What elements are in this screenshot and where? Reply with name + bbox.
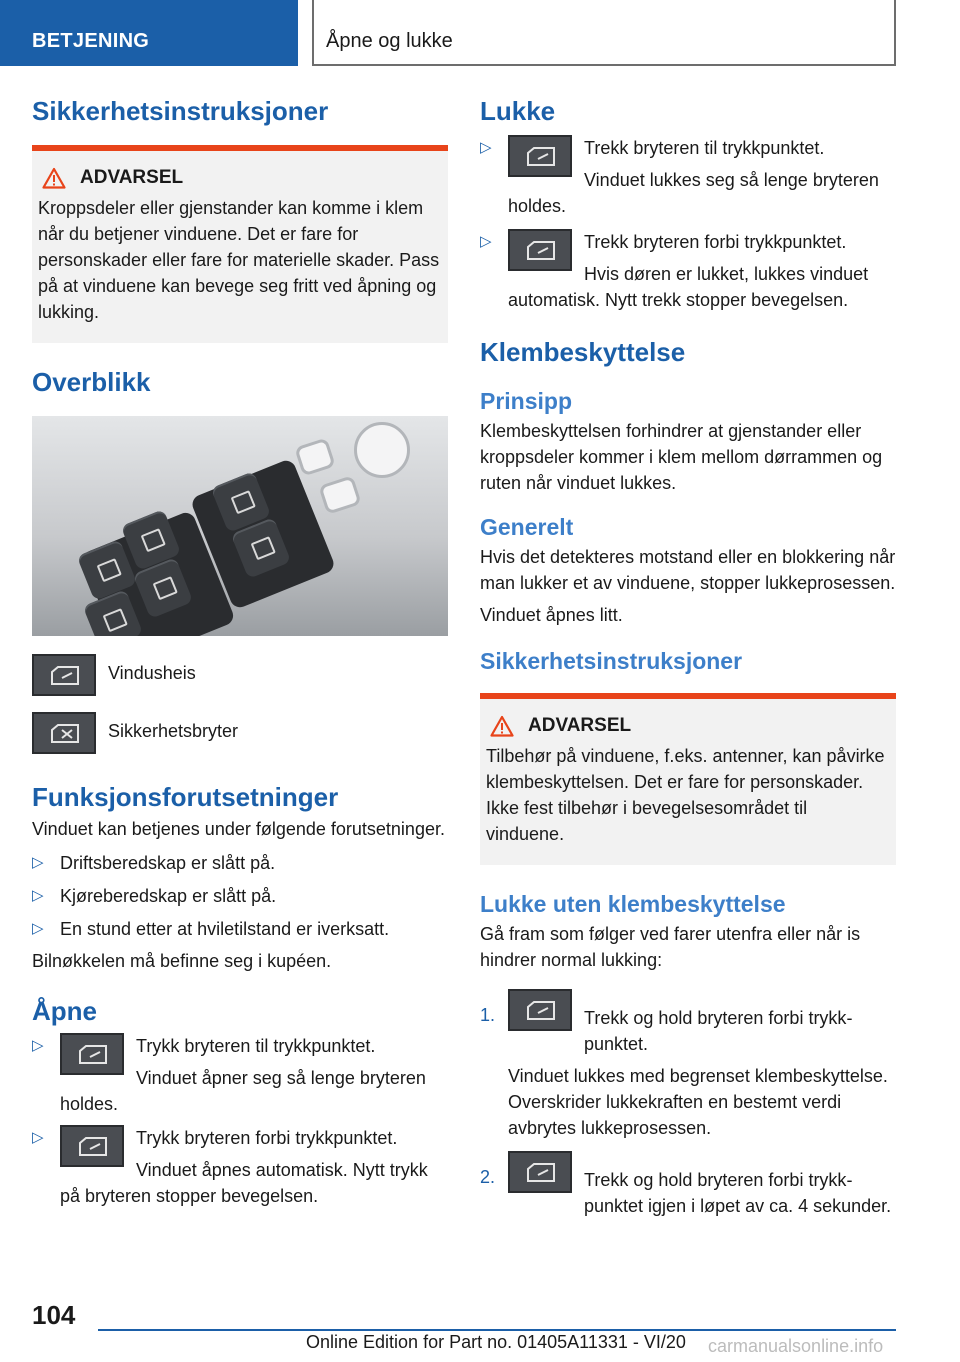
bullet-triangle-icon: ▷ (32, 886, 44, 904)
window-lift-icon (508, 1151, 572, 1193)
heading-close-without-pinch: Lukke uten klembeskyttelse (480, 891, 786, 918)
window-lift-icon (508, 229, 572, 271)
list-item: ▷ En stund etter at hviletilstand er iverksatt. (32, 916, 448, 942)
bullet-triangle-icon: ▷ (32, 1128, 44, 1146)
prereq-note: Bilnøkkelen må befinne seg i kupéen. (32, 950, 332, 971)
general-text: Vinduet åpnes litt. (480, 604, 623, 625)
bullet-triangle-icon: ▷ (32, 1036, 44, 1054)
close-step-1: ▷ Trekk bryteren til trykkpunktet. Vinduet lukkes seg så lenge bryteren holdes. (480, 135, 896, 219)
warning-triangle-icon (490, 715, 514, 737)
principle-text: Klembeskyttelsen forhindrer at gjenstander eller kroppsdeler kommer i klem mellom dørrammen og ruten når vinduet lukkes. (480, 420, 883, 493)
legend-safety-switch (32, 712, 448, 754)
right-column (480, 96, 896, 1219)
open-step-1: ▷ Trykk bryteren til trykkpunktet. Vinduet åpner seg så lenge bryteren holdes. (32, 1033, 448, 1117)
left-column (32, 96, 448, 1209)
heading-open: Åpne (32, 995, 97, 1026)
window-lift-icon (60, 1033, 124, 1075)
section-title: BETJENING (32, 30, 150, 52)
watermark: carmanualsonline.info (708, 1336, 884, 1356)
warning-text: Tilbehør på vinduene, f.eks. antenner, kan påvirke klembeskyttelsen. Det er fare for personskader. Ikke fest tilbehør i bevegelsesområdet til vinduene. (486, 746, 885, 845)
safety-switch-icon (32, 712, 96, 754)
heading-safety: Sikkerhetsinstruksjoner (32, 96, 329, 126)
heading-principle: Prinsipp (480, 388, 573, 415)
nopinch-step-1: 1. Trekk og hold bryteren forbi trykkpunktet. Vinduet lukkes med begrenset klembeskyttelse. Overskrider lukkekraften en bestemt verdi avbrytes lukkeprosessen. (480, 989, 896, 1141)
heading-overview: Overblikk (32, 367, 151, 398)
legend-window-lift (32, 654, 448, 696)
nopinch-intro: Gå fram som følger ved farer utenfra eller når is hindrer normal lukking: (480, 923, 861, 970)
window-lift-icon (508, 135, 572, 177)
legend-label: Sikkerhetsbryter (108, 721, 239, 742)
warning-title: ADVARSEL (38, 167, 440, 189)
bullet-triangle-icon: ▷ (480, 233, 492, 251)
heading-safety-2: Sikkerhetsinstruksjoner (480, 647, 743, 674)
legend-label: Vindusheis (108, 663, 196, 684)
bullet-triangle-icon: ▷ (32, 919, 44, 937)
list-item: ▷ Driftsberedskap er slått på. (32, 850, 448, 876)
open-step-2: ▷ Trykk bryteren forbi trykkpunktet. Vinduet åpnes automatisk. Nytt trykk på bryteren stopper bevegelsen. (32, 1125, 448, 1209)
heading-prerequisites: Funksjonsforutsetninger (32, 782, 339, 813)
general-text: Hvis det detekteres motstand eller en blokkering når man lukker et av vinduene, stopper lukkeprosessen. (480, 546, 896, 593)
prereq-list (32, 850, 448, 942)
heading-close: Lukke (480, 96, 556, 126)
window-lift-icon (32, 654, 96, 696)
topic-title: Åpne og lukke (326, 30, 453, 52)
window-switch-photo (32, 416, 448, 636)
topic-tab (312, 0, 896, 66)
list-item: ▷ Kjøreberedskap er slått på. (32, 883, 448, 909)
bullet-triangle-icon: ▷ (480, 139, 492, 157)
heading-pinch-protection: Klembeskyttelse (480, 337, 686, 368)
warning-triangle-icon (42, 167, 66, 189)
warning-box (480, 693, 896, 865)
footer-divider (98, 1329, 896, 1331)
warning-title: ADVARSEL (486, 715, 888, 737)
warning-text: Kroppsdeler eller gjenstander kan komme i klem når du betjener vinduene. Det er fare for personskader eller fare for materielle skader. Pass på at vinduene kan bevege seg fritt ved åpning og lukking. (38, 198, 440, 323)
window-lift-icon (508, 989, 572, 1031)
nopinch-step-2: 2. Trekk og hold bryteren forbi trykkpunktet igjen i løpet av ca. 4 sekunder. (480, 1151, 896, 1219)
prereq-intro: Vinduet kan betjenes under følgende forutsetninger. (32, 818, 445, 839)
close-step-2: ▷ Trekk bryteren forbi trykkpunktet. Hvis døren er lukket, lukkes vinduet automatisk. Nytt trekk stopper bevegelsen. (480, 229, 896, 313)
bullet-triangle-icon: ▷ (32, 853, 44, 871)
section-tab (0, 0, 298, 66)
edition-text: Online Edition for Part no. 01405A11331 - VI/20 (306, 1332, 686, 1352)
page-number: 104 (32, 1300, 76, 1330)
heading-general: Generelt (480, 513, 574, 540)
warning-box (32, 145, 448, 343)
window-lift-icon (60, 1125, 124, 1167)
